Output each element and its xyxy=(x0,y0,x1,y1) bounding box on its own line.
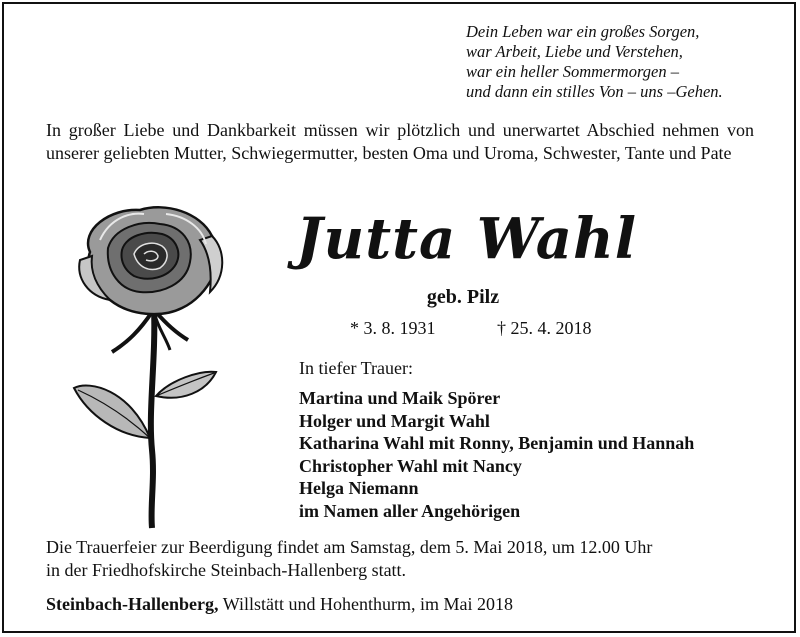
funeral-line: Die Trauerfeier zur Beerdigung findet am Samstag, dem 5. Mai 2018, um 12.00 Uhr xyxy=(46,537,653,557)
mourner-name: Katharina Wahl mit Ronny, Benjamin und Hannah xyxy=(299,433,695,453)
deceased-name: Jutta Wahl xyxy=(296,206,638,272)
poem xyxy=(466,22,786,102)
rose-icon xyxy=(70,200,230,530)
poem-line: war Arbeit, Liebe und Verstehen, xyxy=(466,42,683,61)
closing-town: Steinbach-Hallenberg, xyxy=(46,594,219,614)
mourner-name: Helga Niemann xyxy=(299,478,419,498)
mourner-name: Martina und Maik Spörer xyxy=(299,388,501,408)
mourner-list xyxy=(299,387,694,522)
closing-line xyxy=(46,593,513,616)
mourner-name: Holger und Margit Wahl xyxy=(299,410,490,431)
poem-line: war ein heller Sommermorgen – xyxy=(466,62,679,81)
mourner-name: Christopher Wahl mit Nancy xyxy=(299,455,522,476)
maiden-name: geb. Pilz xyxy=(426,286,500,308)
poem-line: und dann ein stilles Von – uns –Gehen. xyxy=(466,82,723,101)
mourner-name: im Namen aller Angehörigen xyxy=(299,500,521,521)
funeral-line: in der Friedhofskirche Steinbach-Hallenberg statt. xyxy=(46,560,407,580)
mourning-heading: In tiefer Trauer: xyxy=(299,358,413,378)
poem-line: Dein Leben war ein großes Sorgen, xyxy=(466,22,700,41)
birth-date: * 3. 8. 1931 xyxy=(350,318,436,338)
closing-rest: Willstätt und Hohenthurm, im Mai 2018 xyxy=(218,594,513,614)
funeral-details xyxy=(46,536,756,582)
intro-text: In großer Liebe und Dankbarkeit müssen wir plötzlich und unerwartet Abschied nehmen von unserer geliebten Mutter, Schwiegermutter, besten Oma und Uroma, Schwester, Tante und Pate xyxy=(46,120,754,163)
death-date: † 25. 4. 2018 xyxy=(497,318,592,338)
